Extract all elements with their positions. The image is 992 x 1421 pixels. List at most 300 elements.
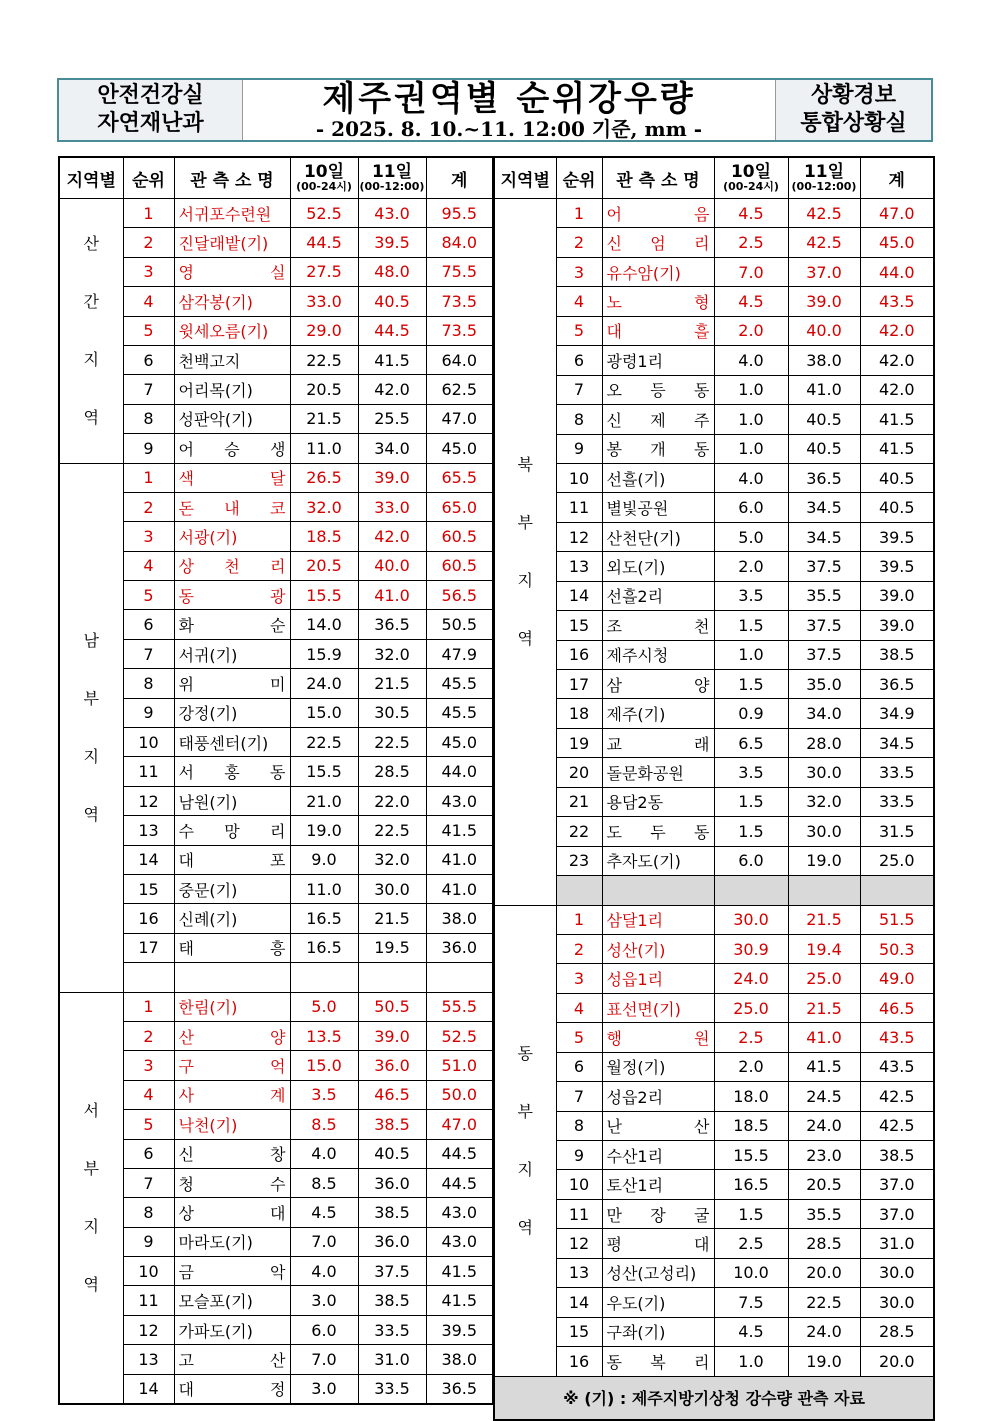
rain-day2: 34.0 — [358, 434, 426, 463]
rain-day2: 36.0 — [358, 1227, 426, 1256]
station-name: 도 두 동 — [602, 817, 714, 846]
rain-day1: 15.9 — [290, 639, 358, 668]
rain-day1: 1.5 — [714, 670, 788, 699]
station-name: 중문(기) — [174, 874, 290, 903]
rain-day1: 32.0 — [290, 492, 358, 521]
rank-cell: 2 — [556, 934, 602, 963]
rain-total: 43.0 — [426, 786, 493, 815]
blank-cell — [556, 876, 602, 905]
office-line2: 통합상황실 — [800, 111, 907, 136]
rain-total: 38.5 — [860, 640, 934, 669]
rank-cell: 6 — [556, 1052, 602, 1081]
rank-cell: 20 — [556, 758, 602, 787]
station-name: 월정(기) — [602, 1052, 714, 1081]
rain-total: 41.5 — [426, 1257, 493, 1286]
rain-total: 65.5 — [426, 463, 493, 492]
rain-day2: 39.0 — [358, 463, 426, 492]
rain-day2: 34.5 — [788, 522, 860, 551]
table-row — [494, 1347, 934, 1376]
rain-day2: 22.5 — [358, 728, 426, 757]
table-row — [59, 963, 493, 992]
station-name: 모슬포(기) — [174, 1286, 290, 1315]
rain-day1: 16.5 — [290, 933, 358, 962]
station-name: 교 래 — [602, 728, 714, 757]
station-name: 별빛공원 — [602, 493, 714, 522]
rain-day1: 27.5 — [290, 257, 358, 286]
table-row — [494, 1082, 934, 1111]
rain-day1: 3.0 — [290, 1374, 358, 1404]
rain-total: 20.0 — [860, 1347, 934, 1376]
rain-day2: 40.5 — [358, 1139, 426, 1168]
rain-day2: 40.5 — [358, 287, 426, 316]
table-row — [494, 1170, 934, 1199]
rank-cell: 4 — [123, 551, 174, 580]
table-row — [59, 199, 493, 228]
col-station: 관 측 소 명 — [174, 157, 290, 199]
rain-total: 43.0 — [426, 1227, 493, 1256]
station-name: 행 원 — [602, 1023, 714, 1052]
table-row — [59, 551, 493, 580]
station-name: 광령1리 — [602, 346, 714, 375]
rain-day1: 21.5 — [290, 404, 358, 433]
rain-total: 36.5 — [860, 670, 934, 699]
rain-day2: 36.0 — [358, 1168, 426, 1197]
rain-day2: 32.0 — [358, 639, 426, 668]
rain-day2: 39.5 — [358, 228, 426, 257]
rank-cell: 5 — [556, 1023, 602, 1052]
blank-cell — [714, 876, 788, 905]
rain-day1: 6.0 — [714, 493, 788, 522]
rain-total: 55.5 — [426, 992, 493, 1021]
station-name: 가파도(기) — [174, 1315, 290, 1344]
rain-day1: 15.5 — [290, 757, 358, 786]
rain-day2: 40.5 — [788, 434, 860, 463]
rain-day2: 32.0 — [788, 787, 860, 816]
rain-total: 31.5 — [860, 817, 934, 846]
rain-total: 41.5 — [860, 434, 934, 463]
right-rainfall-table — [493, 156, 935, 1421]
rain-day1: 4.0 — [714, 346, 788, 375]
rain-total: 56.5 — [426, 581, 493, 610]
station-name: 태풍센터(기) — [174, 728, 290, 757]
rain-day2: 28.0 — [788, 728, 860, 757]
table-row — [494, 876, 934, 905]
rank-cell: 3 — [123, 1051, 174, 1080]
rain-total: 34.9 — [860, 699, 934, 728]
rain-day1: 16.5 — [290, 904, 358, 933]
table-row — [59, 1051, 493, 1080]
rain-day2: 24.0 — [788, 1111, 860, 1140]
rank-cell: 15 — [556, 611, 602, 640]
rain-day2: 38.5 — [358, 1286, 426, 1315]
station-name: 대 흘 — [602, 316, 714, 345]
rank-cell: 5 — [556, 316, 602, 345]
rain-total: 36.0 — [426, 933, 493, 962]
table-row — [494, 817, 934, 846]
table-row — [494, 463, 934, 492]
table-row — [494, 257, 934, 286]
rank-cell: 14 — [123, 1374, 174, 1404]
rain-total: 40.5 — [860, 463, 934, 492]
col-total: 계 — [860, 157, 934, 199]
rank-cell: 7 — [556, 1082, 602, 1111]
table-row — [59, 669, 493, 698]
table-row — [494, 846, 934, 875]
table-row — [494, 670, 934, 699]
rain-day2: 37.0 — [788, 257, 860, 286]
rain-total: 47.0 — [426, 404, 493, 433]
table-row — [59, 375, 493, 404]
station-name: 영 실 — [174, 257, 290, 286]
rain-day2: 23.0 — [788, 1141, 860, 1170]
rain-day1: 6.0 — [714, 846, 788, 875]
region-text: 산 간 지 역 — [83, 233, 99, 427]
blank-cell — [174, 963, 290, 992]
rain-day2: 40.5 — [788, 405, 860, 434]
rain-day2: 22.0 — [358, 786, 426, 815]
rain-total: 40.5 — [860, 493, 934, 522]
table-row — [59, 1257, 493, 1286]
station-name: 위 미 — [174, 669, 290, 698]
rank-cell: 5 — [123, 1110, 174, 1139]
table-row — [59, 1345, 493, 1374]
rain-day1: 24.0 — [290, 669, 358, 698]
rain-day2: 31.0 — [358, 1345, 426, 1374]
rain-day2: 46.5 — [358, 1080, 426, 1109]
rank-cell: 2 — [556, 228, 602, 257]
blank-cell — [860, 876, 934, 905]
region-text: 남 부 지 역 — [83, 630, 99, 824]
rain-day1: 15.5 — [714, 1141, 788, 1170]
station-name: 사 계 — [174, 1080, 290, 1109]
rain-day1: 3.0 — [290, 1286, 358, 1315]
rain-day2: 25.0 — [788, 964, 860, 993]
rain-day2: 39.0 — [358, 1021, 426, 1050]
station-name: 윗세오름(기) — [174, 316, 290, 345]
rain-day1: 2.5 — [714, 1023, 788, 1052]
rain-day1: 3.5 — [714, 758, 788, 787]
rain-total: 39.5 — [860, 552, 934, 581]
rain-day1: 1.0 — [714, 405, 788, 434]
station-name: 조 천 — [602, 611, 714, 640]
station-name: 신 엄 리 — [602, 228, 714, 257]
rain-total: 44.0 — [860, 257, 934, 286]
rain-total: 39.0 — [860, 581, 934, 610]
rain-total: 45.0 — [426, 434, 493, 463]
table-row — [494, 699, 934, 728]
rank-cell: 10 — [556, 463, 602, 492]
rain-day1: 3.5 — [714, 581, 788, 610]
table-row — [494, 640, 934, 669]
rank-cell: 7 — [123, 639, 174, 668]
station-name: 금 악 — [174, 1257, 290, 1286]
rain-total: 44.5 — [426, 1139, 493, 1168]
rank-cell: 14 — [556, 581, 602, 610]
table-row — [494, 964, 934, 993]
table-row — [494, 316, 934, 345]
rain-total: 30.0 — [860, 1258, 934, 1287]
rank-cell: 6 — [556, 346, 602, 375]
station-name: 신 창 — [174, 1139, 290, 1168]
title-box — [243, 80, 775, 140]
rain-total: 64.0 — [426, 345, 493, 374]
station-name: 토산1리 — [602, 1170, 714, 1199]
station-name: 성판악(기) — [174, 404, 290, 433]
col-region: 지역별 — [59, 157, 123, 199]
station-name: 제주(기) — [602, 699, 714, 728]
rain-day1: 2.0 — [714, 552, 788, 581]
rain-day2: 28.5 — [788, 1229, 860, 1258]
station-name: 우도(기) — [602, 1288, 714, 1317]
page-title: 제주권역별 순위강우량 — [322, 79, 696, 119]
rank-cell: 1 — [123, 463, 174, 492]
station-name: 어리목(기) — [174, 375, 290, 404]
rain-day2: 41.0 — [788, 375, 860, 404]
blank-cell — [426, 963, 493, 992]
rain-total: 37.0 — [860, 1170, 934, 1199]
rank-cell: 9 — [556, 434, 602, 463]
rain-total: 75.5 — [426, 257, 493, 286]
rank-cell: 3 — [556, 257, 602, 286]
rain-total: 45.5 — [426, 698, 493, 727]
table-row — [494, 1288, 934, 1317]
rain-day1: 2.5 — [714, 228, 788, 257]
table-row — [494, 1141, 934, 1170]
table-row — [494, 522, 934, 551]
rain-day1: 8.5 — [290, 1110, 358, 1139]
station-name: 색 달 — [174, 463, 290, 492]
blank-cell — [602, 876, 714, 905]
rank-cell: 9 — [123, 698, 174, 727]
rain-total: 65.0 — [426, 492, 493, 521]
rank-cell: 5 — [123, 581, 174, 610]
rank-cell: 2 — [123, 1021, 174, 1050]
rain-day1: 5.0 — [714, 522, 788, 551]
rain-total: 41.0 — [426, 845, 493, 874]
office-box — [775, 80, 931, 140]
rain-day2: 33.0 — [358, 492, 426, 521]
rain-day1: 2.0 — [714, 1052, 788, 1081]
rain-day2: 44.5 — [358, 316, 426, 345]
rain-day1: 29.0 — [290, 316, 358, 345]
rain-day2: 21.5 — [358, 669, 426, 698]
rain-total: 49.0 — [860, 964, 934, 993]
rain-day1: 24.0 — [714, 964, 788, 993]
rain-total: 39.5 — [426, 1315, 493, 1344]
col-day2: 11일 (00-12:00) — [788, 157, 860, 199]
rain-day2: 21.5 — [788, 905, 860, 934]
rank-cell: 12 — [556, 522, 602, 551]
station-name: 어 승 생 — [174, 434, 290, 463]
table-row — [494, 1229, 934, 1258]
rain-total: 42.5 — [860, 1111, 934, 1140]
rain-total: 44.5 — [426, 1168, 493, 1197]
table-row — [494, 228, 934, 257]
rain-total: 37.0 — [860, 1199, 934, 1228]
col-day1: 10일 (00-24시) — [290, 157, 358, 199]
table-row — [494, 787, 934, 816]
rain-day1: 4.5 — [714, 1317, 788, 1346]
rank-cell: 13 — [123, 1345, 174, 1374]
rain-total: 33.5 — [860, 758, 934, 787]
rank-cell: 12 — [123, 786, 174, 815]
rain-day1: 1.0 — [714, 1347, 788, 1376]
rank-cell: 9 — [556, 1141, 602, 1170]
station-name: 유수암(기) — [602, 257, 714, 286]
rain-day2: 22.5 — [788, 1288, 860, 1317]
station-name: 서귀(기) — [174, 639, 290, 668]
station-name: 삼각봉(기) — [174, 287, 290, 316]
rain-day1: 15.0 — [290, 1051, 358, 1080]
station-name: 평 대 — [602, 1229, 714, 1258]
blank-cell — [290, 963, 358, 992]
rank-cell: 15 — [556, 1317, 602, 1346]
rank-cell: 4 — [123, 287, 174, 316]
station-name: 추자도(기) — [602, 846, 714, 875]
station-name: 대 정 — [174, 1374, 290, 1404]
table-row — [494, 552, 934, 581]
table-row — [59, 1198, 493, 1227]
rank-cell: 11 — [123, 757, 174, 786]
table-row — [59, 904, 493, 933]
rain-day1: 33.0 — [290, 287, 358, 316]
rain-day1: 7.0 — [714, 257, 788, 286]
station-name: 상 대 — [174, 1198, 290, 1227]
table-row — [59, 639, 493, 668]
rain-day2: 48.0 — [358, 257, 426, 286]
rain-day2: 42.0 — [358, 375, 426, 404]
rain-day1: 7.0 — [290, 1345, 358, 1374]
rain-total: 73.5 — [426, 316, 493, 345]
rain-total: 45.0 — [426, 728, 493, 757]
rain-day2: 25.5 — [358, 404, 426, 433]
station-name: 태 흥 — [174, 933, 290, 962]
rank-cell: 13 — [556, 552, 602, 581]
rain-day2: 20.5 — [788, 1170, 860, 1199]
rain-total: 62.5 — [426, 375, 493, 404]
rain-day1: 11.0 — [290, 874, 358, 903]
rain-day2: 40.0 — [358, 551, 426, 580]
rain-day2: 34.0 — [788, 699, 860, 728]
rain-total: 95.5 — [426, 199, 493, 228]
rain-day2: 33.5 — [358, 1374, 426, 1404]
station-name: 산천단(기) — [602, 522, 714, 551]
rank-cell: 1 — [123, 199, 174, 228]
col-day2: 11일 (00-12:00) — [358, 157, 426, 199]
rain-day2: 36.5 — [788, 463, 860, 492]
rain-day2: 41.5 — [358, 345, 426, 374]
table-row — [59, 992, 493, 1021]
rain-total: 45.0 — [860, 228, 934, 257]
rank-cell: 12 — [556, 1229, 602, 1258]
station-name: 오 등 동 — [602, 375, 714, 404]
col-rank: 순위 — [123, 157, 174, 199]
rank-cell: 23 — [556, 846, 602, 875]
station-name: 성읍1리 — [602, 964, 714, 993]
table-row — [59, 1374, 493, 1404]
rain-total: 38.0 — [426, 904, 493, 933]
station-name: 동 광 — [174, 581, 290, 610]
table-row — [59, 287, 493, 316]
table-row — [494, 1052, 934, 1081]
rain-day1: 4.0 — [290, 1139, 358, 1168]
rank-cell: 1 — [123, 992, 174, 1021]
rain-day2: 36.0 — [358, 1051, 426, 1080]
station-name: 화 순 — [174, 610, 290, 639]
rank-cell: 6 — [123, 1139, 174, 1168]
rain-day1: 1.5 — [714, 787, 788, 816]
table-row — [59, 404, 493, 433]
region-label — [494, 199, 556, 906]
station-name: 수산1리 — [602, 1141, 714, 1170]
rain-day2: 42.0 — [358, 522, 426, 551]
station-name: 대 포 — [174, 845, 290, 874]
table-row — [494, 405, 934, 434]
table-row — [59, 845, 493, 874]
station-name: 선흘2리 — [602, 581, 714, 610]
rain-day2: 21.5 — [788, 993, 860, 1022]
rain-day1: 14.0 — [290, 610, 358, 639]
rain-day1: 1.5 — [714, 1199, 788, 1228]
station-name: 낙천(기) — [174, 1110, 290, 1139]
rain-total: 45.5 — [426, 669, 493, 698]
table-row — [59, 228, 493, 257]
station-name: 구 억 — [174, 1051, 290, 1080]
rank-cell: 12 — [123, 1315, 174, 1344]
rain-day2: 38.0 — [788, 346, 860, 375]
table-row — [494, 1258, 934, 1287]
left-rainfall-table — [58, 156, 494, 1405]
rain-total: 30.0 — [860, 1288, 934, 1317]
rank-cell: 3 — [123, 522, 174, 551]
table-row — [494, 758, 934, 787]
station-name: 돌문화공원 — [602, 758, 714, 787]
station-name: 만 장 굴 — [602, 1199, 714, 1228]
rain-total: 38.0 — [426, 1345, 493, 1374]
region-label — [59, 463, 123, 992]
table-row — [59, 698, 493, 727]
station-name: 상 천 리 — [174, 551, 290, 580]
rain-total: 31.0 — [860, 1229, 934, 1258]
rain-day1: 15.0 — [290, 698, 358, 727]
rain-day1: 8.5 — [290, 1168, 358, 1197]
rain-day2: 36.5 — [358, 610, 426, 639]
rain-day1: 3.5 — [290, 1080, 358, 1109]
col-region: 지역별 — [494, 157, 556, 199]
rain-day1: 25.0 — [714, 993, 788, 1022]
blank-cell — [788, 876, 860, 905]
station-name: 천백고지 — [174, 345, 290, 374]
rank-cell: 14 — [123, 845, 174, 874]
table-row — [494, 905, 934, 934]
region-text: 동 부 지 역 — [517, 1043, 533, 1237]
rank-cell: 7 — [123, 1168, 174, 1197]
rain-day1: 4.0 — [714, 463, 788, 492]
rain-day1: 1.5 — [714, 611, 788, 640]
rank-cell: 17 — [556, 670, 602, 699]
rain-day2: 37.5 — [788, 611, 860, 640]
station-name: 강정(기) — [174, 698, 290, 727]
rain-total: 52.5 — [426, 1021, 493, 1050]
rain-day2: 41.0 — [788, 1023, 860, 1052]
station-name: 표선면(기) — [602, 993, 714, 1022]
rain-total: 50.0 — [426, 1080, 493, 1109]
station-name: 고 산 — [174, 1345, 290, 1374]
rank-cell: 6 — [123, 610, 174, 639]
station-name: 남원(기) — [174, 786, 290, 815]
rain-day2: 19.4 — [788, 934, 860, 963]
rain-day2: 41.0 — [358, 581, 426, 610]
